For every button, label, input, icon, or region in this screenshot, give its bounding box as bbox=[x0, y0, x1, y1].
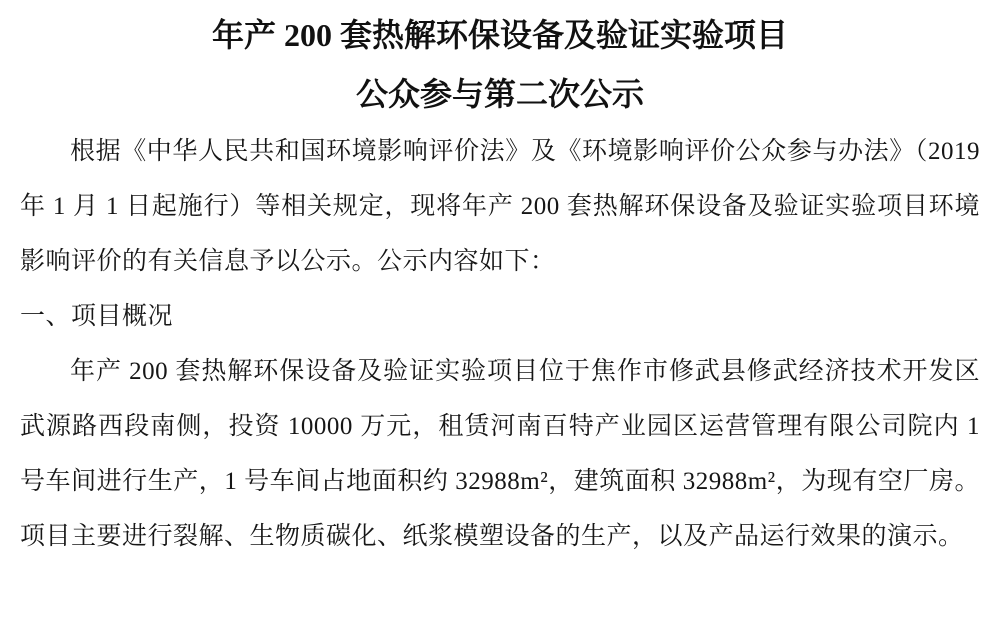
document-title-line-1: 年产 200 套热解环保设备及验证实验项目 bbox=[211, 17, 788, 53]
document-title-line-2: 公众参与第二次公示 bbox=[355, 76, 644, 112]
intro-paragraph: 根据《中华人民共和国环境影响评价法》及《环境影响评价公众参与办法》（2019 年 1 月 1 日起施行）等相关规定，现将年产 200 套热解环保设备及验证实验项目环境影响评价的有关信息予以公示。公示内容如下： bbox=[20, 138, 980, 275]
project-overview-paragraph: 年产 200 套热解环保设备及验证实验项目位于焦作市修武县修武经济技术开发区武源路西段南侧，投资 10000 万元，租赁河南百特产业园区运营管理有限公司院内 1 号车间进行生产，1 号车间占地面积约 32988m²，建筑面积 32988m²，为现有空厂房。项目主要进行裂解、生物质碳化、纸浆模塑设备的生产，以及产品运行效果的演示。 bbox=[20, 358, 980, 550]
section-heading-project-overview: 一、项目概况 bbox=[20, 303, 174, 330]
document-title bbox=[20, 6, 980, 124]
